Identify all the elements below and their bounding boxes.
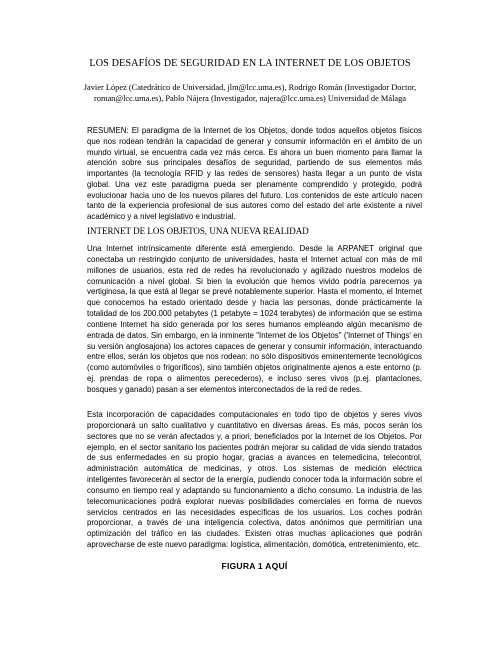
abstract: RESUMEN: El paradigma de la Internet de los Objetos, donde todos aquellos objetos físicos que nos rodean tendrán la capacidad de generar y consumir información en el ámbito de un mundo virtual, se encuentra cada vez más cerca. Es ahora un buen momento para llamar la atención sobre sus principales desafíos de seguridad, partiendo de sus elementos más importantes (la tecnología RFID y las redes de sensores) hasta llegar a un punto de vista global. Una vez este paradigma pueda ser plenamente comprendido y protegido, podrá evolucionar hacia uno de los nuevos pilares del futuro. Los contenidos de este artículo nacen tanto de la experiencia profesional de sus autores como del estado del arte existente a nivel académico y a nivel legislativo e industrial.: [87, 126, 422, 221]
author-list: Javier López (Catedrático de Universidad, jlm@lcc.uma.es), Rodrigo Román (Investigador Doctor, roman@lcc.uma.es), Pablo Nájera (Investigador, najera@lcc.uma.es) Universidad de Málaga: [83, 83, 417, 103]
figure-placeholder: FIGURA 1 AQUÍ: [221, 561, 288, 571]
paper-title: LOS DESAFÍOS DE SEGURIDAD EN LA INTERNET DE LOS OBJETOS: [89, 58, 411, 69]
section-heading: INTERNET DE LOS OBJETOS, UNA NUEVA REALIDAD: [87, 226, 309, 236]
body-paragraph-1: Una Internet intrínsicamente diferente está emergiendo. Desde la ARPANET original que conectaba un restringido conjunto de universidades, hasta el Internet actual con más de mil millones de usuarios, esta red de redes ha revolucionado y agilizado nuestros modelos de comunicación a nivel global. Si bien la evolución que hemos vivido podría parecernos ya vertiginosa, la que está al llegar se prevé notablemente superior. Hasta el momento, el Internet que conocemos ha estado orientado desde y hacia las personas, donde prácticamente la totalidad de los 200.000 petabytes (1 petabyte = 1024 terabytes) de información que se estima contiene Internet ha sido generada por los seres humanos empleando algún mecanismo de entrada de datos. Sin embargo, en la inminente "Internet de los Objetos" ('Internet of Things' en su versión anglosajona) los actores capaces de generar y consumir información, interactuando entre ellos, serán los objetos que nos rodean: no sólo dispositivos eminentemente tecnológicos (como automóviles o frigoríficos), sino también objetos originalmente ajenos a este entorno (p. ej. prendas de ropa o alimentos perecederos), e incluso seres vivos (p.ej. plantaciones, bosques y ganado) pasan a ser elementos interconectados de la red de redes.: [87, 244, 422, 394]
body-paragraph-2: Esta incorporación de capacidades computacionales en todo tipo de objetos y seres vivos proporcionará un salto cualitativo y cuantitativo en diversas áreas. Es más, pocos serán los sectores que no se verán afectados y, a priori, beneficiados por la Internet de los Objetos. Por ejemplo, en el sector sanitario los pacientes podrán mejorar su calidad de vida siendo tratados de sus enfermedades en su propio hogar, gracias a avances en telemedicina, telecontrol, administración automática de medicinas, y otros. Los sistemas de medición eléctrica inteligentes favorecerán al sector de la energía, pudiendo conocer toda la información sobre el consumo en tiempo real y adaptando su funcionamiento a dicho consumo. La industria de las telecomunicaciones podrá explorar nuevas posibilidades comerciales en forma de nuevos servicios centrados en las necesidades específicas de los usuarios. Los coches podrán proporcionar, a través de una inteligencia colectiva, datos anónimos que permitirían una optimización del tráfico en las ciudades. Existen otras muchas aplicaciones que podrán aprovecharse de este nuevo paradigma: logística, alimentación, domótica, entretenimiento, etc.: [87, 410, 422, 550]
